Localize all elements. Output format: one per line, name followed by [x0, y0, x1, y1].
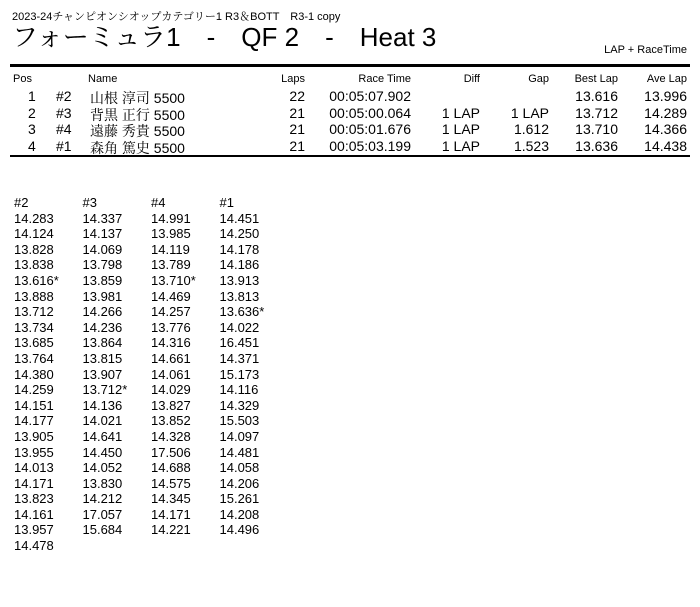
lap-time: 14.257: [151, 304, 191, 320]
lap-column: [220, 195, 290, 538]
cell-gap: 1.523: [513, 137, 549, 154]
lap-time: 14.259: [14, 382, 54, 398]
cell-name: 背黒 正行 5500: [90, 106, 185, 123]
lap-time: 13.957: [14, 522, 54, 538]
report-mode-label: LAP + RaceTime: [604, 44, 687, 56]
lap-column: [14, 195, 84, 554]
lap-time: 14.991: [151, 210, 191, 226]
lap-time: 13.838: [14, 257, 54, 273]
lap-time: 14.052: [82, 460, 123, 476]
lap-time: 14.496: [219, 522, 260, 538]
lap-time: 13.616*: [14, 272, 59, 288]
lap-time: 14.380: [14, 366, 54, 382]
lap-time: 14.329: [219, 397, 260, 413]
cell-best-lap: 13.616: [575, 88, 618, 104]
cell-laps: 21: [289, 137, 305, 154]
cell-diff: 1 LAP: [441, 137, 480, 154]
lap-column: [151, 195, 221, 538]
cell-race-time: 00:05:03.199: [329, 137, 411, 154]
lap-time: 14.097: [219, 428, 260, 444]
cell-pos: 2: [28, 104, 36, 121]
lap-time: 13.830: [82, 475, 123, 491]
lap-time: 13.864: [82, 335, 123, 351]
cell-best-lap: 13.712: [575, 104, 618, 121]
lap-time: 13.852: [151, 413, 191, 429]
lap-time: 14.575: [151, 475, 191, 491]
lap-time: 13.823: [14, 491, 54, 507]
lap-time: 13.828: [14, 241, 54, 257]
lap-time: 13.776: [151, 319, 191, 335]
lap-time: 14.371: [219, 350, 260, 366]
lap-time: 13.985: [151, 226, 191, 242]
cell-num: #4: [56, 121, 72, 137]
lap-time: 14.451: [219, 210, 260, 226]
lap-time: 14.450: [82, 444, 123, 460]
lap-time: 13.907: [82, 366, 123, 382]
lap-time: 14.221: [151, 522, 191, 538]
lap-time: 14.178: [219, 241, 260, 257]
lap-time: 13.764: [14, 350, 54, 366]
cell-name: 山根 淳司 5500: [90, 90, 185, 106]
lap-time: 13.712*: [82, 382, 128, 398]
cell-pos: 1: [28, 88, 36, 104]
cell-race-time: 00:05:01.676: [329, 121, 411, 137]
lap-time: 15.261: [219, 491, 260, 507]
col-race-time: Race Time: [358, 73, 411, 85]
lap-time: 13.955: [14, 444, 54, 460]
col-best-lap: Best Lap: [574, 73, 618, 85]
lap-time: 13.913: [219, 272, 260, 288]
table-bottom-rule: [10, 155, 690, 157]
col-pos: Pos: [13, 73, 32, 85]
lap-time: 14.161: [14, 506, 54, 522]
lap-time: 14.069: [82, 241, 123, 257]
lap-time: 14.116: [219, 382, 259, 398]
lap-time: 13.813: [219, 288, 260, 304]
cell-ave-lap: 14.289: [644, 104, 687, 121]
lap-time: 14.345: [151, 491, 191, 507]
lap-time: 14.021: [82, 413, 123, 429]
lap-time: 13.905: [14, 428, 54, 444]
col-ave-lap: Ave Lap: [646, 73, 687, 85]
lap-column-header: #2: [14, 195, 29, 210]
cell-name: 森角 篤史 5500: [90, 139, 185, 156]
lap-time: 14.688: [151, 460, 191, 476]
lap-time: 14.212: [82, 491, 123, 507]
lap-time: 14.058: [219, 460, 260, 476]
lap-time: 14.478: [14, 538, 54, 554]
lap-time: 14.481: [219, 444, 260, 460]
lap-time: 14.641: [82, 428, 123, 444]
lap-time: 14.013: [14, 460, 54, 476]
lap-time: 13.789: [151, 257, 191, 273]
cell-name: 遠藤 秀貴 5500: [90, 123, 185, 139]
lap-time: 13.888: [14, 288, 54, 304]
col-diff: Diff: [463, 73, 480, 85]
cell-gap: 1.612: [513, 121, 549, 137]
lap-time: 14.177: [14, 413, 54, 429]
lap-time: 14.316: [151, 335, 191, 351]
lap-time: 14.171: [151, 506, 191, 522]
cell-diff: 1 LAP: [441, 104, 480, 121]
event-subtitle: 2023-24チャンピオンシオップカテゴリー1 R3＆BOTT R3-1 copy: [12, 11, 341, 23]
lap-time: 13.685: [14, 335, 54, 351]
cell-laps: 22: [289, 88, 305, 104]
lap-time: 14.469: [151, 288, 191, 304]
cell-pos: 4: [28, 137, 36, 154]
page-title: フォーミュラ1 - QF 2 - Heat 3: [12, 22, 437, 52]
lap-time: 17.506: [151, 444, 191, 460]
lap-time: 14.119: [151, 241, 190, 257]
lap-time: 16.451: [219, 335, 260, 351]
lap-time: 13.815: [82, 350, 123, 366]
cell-num: #2: [56, 88, 72, 104]
lap-time: 13.827: [151, 397, 191, 413]
lap-time: 14.250: [219, 226, 260, 242]
lap-time: 13.981: [82, 288, 123, 304]
header-rule: [10, 64, 690, 67]
lap-time: 14.151: [14, 397, 54, 413]
cell-diff: 1 LAP: [441, 121, 480, 137]
col-name: Name: [88, 73, 118, 85]
lap-time: 15.684: [82, 522, 123, 538]
cell-ave-lap: 14.438: [644, 137, 687, 154]
lap-time: 14.136: [82, 397, 123, 413]
col-gap: Gap: [528, 73, 549, 85]
col-laps: Laps: [281, 73, 305, 85]
cell-ave-lap: 14.366: [644, 121, 687, 137]
lap-time: 13.710*: [151, 272, 196, 288]
lap-time: 15.503: [219, 413, 260, 429]
lap-column-header: #1: [219, 195, 234, 210]
lap-time: 14.171: [14, 475, 54, 491]
lap-time: 14.022: [219, 319, 260, 335]
lap-column-header: #4: [151, 195, 166, 210]
cell-pos: 3: [28, 121, 36, 137]
lap-time: 14.061: [151, 366, 191, 382]
cell-best-lap: 13.636: [575, 137, 618, 154]
lap-time: 14.124: [14, 226, 54, 242]
lap-column: [83, 195, 153, 538]
lap-time: 13.859: [82, 272, 123, 288]
lap-column-header: #3: [82, 195, 97, 210]
cell-laps: 21: [289, 121, 305, 137]
cell-ave-lap: 13.996: [644, 88, 687, 104]
lap-time: 14.236: [82, 319, 123, 335]
cell-num: #3: [56, 104, 72, 121]
lap-time: 14.337: [82, 210, 123, 226]
cell-race-time: 00:05:07.902: [329, 88, 411, 104]
lap-time: 14.208: [219, 506, 260, 522]
lap-time: 14.186: [219, 257, 260, 273]
lap-time: 17.057: [82, 506, 123, 522]
lap-time: 13.734: [14, 319, 54, 335]
lap-time: 14.137: [82, 226, 123, 242]
lap-time: 15.173: [219, 366, 260, 382]
lap-time: 14.283: [14, 210, 54, 226]
lap-time: 14.206: [219, 475, 260, 491]
lap-time: 13.712: [14, 304, 54, 320]
cell-num: #1: [56, 137, 72, 154]
cell-best-lap: 13.710: [575, 121, 618, 137]
cell-gap: 1 LAP: [510, 104, 549, 121]
lap-time: 14.328: [151, 428, 191, 444]
lap-time: 14.029: [151, 382, 191, 398]
cell-laps: 21: [289, 104, 305, 121]
lap-time: 14.661: [151, 350, 191, 366]
cell-race-time: 00:05:00.064: [329, 104, 411, 121]
lap-time: 13.636*: [219, 304, 265, 320]
lap-time: 14.266: [82, 304, 123, 320]
lap-time: 13.798: [82, 257, 123, 273]
